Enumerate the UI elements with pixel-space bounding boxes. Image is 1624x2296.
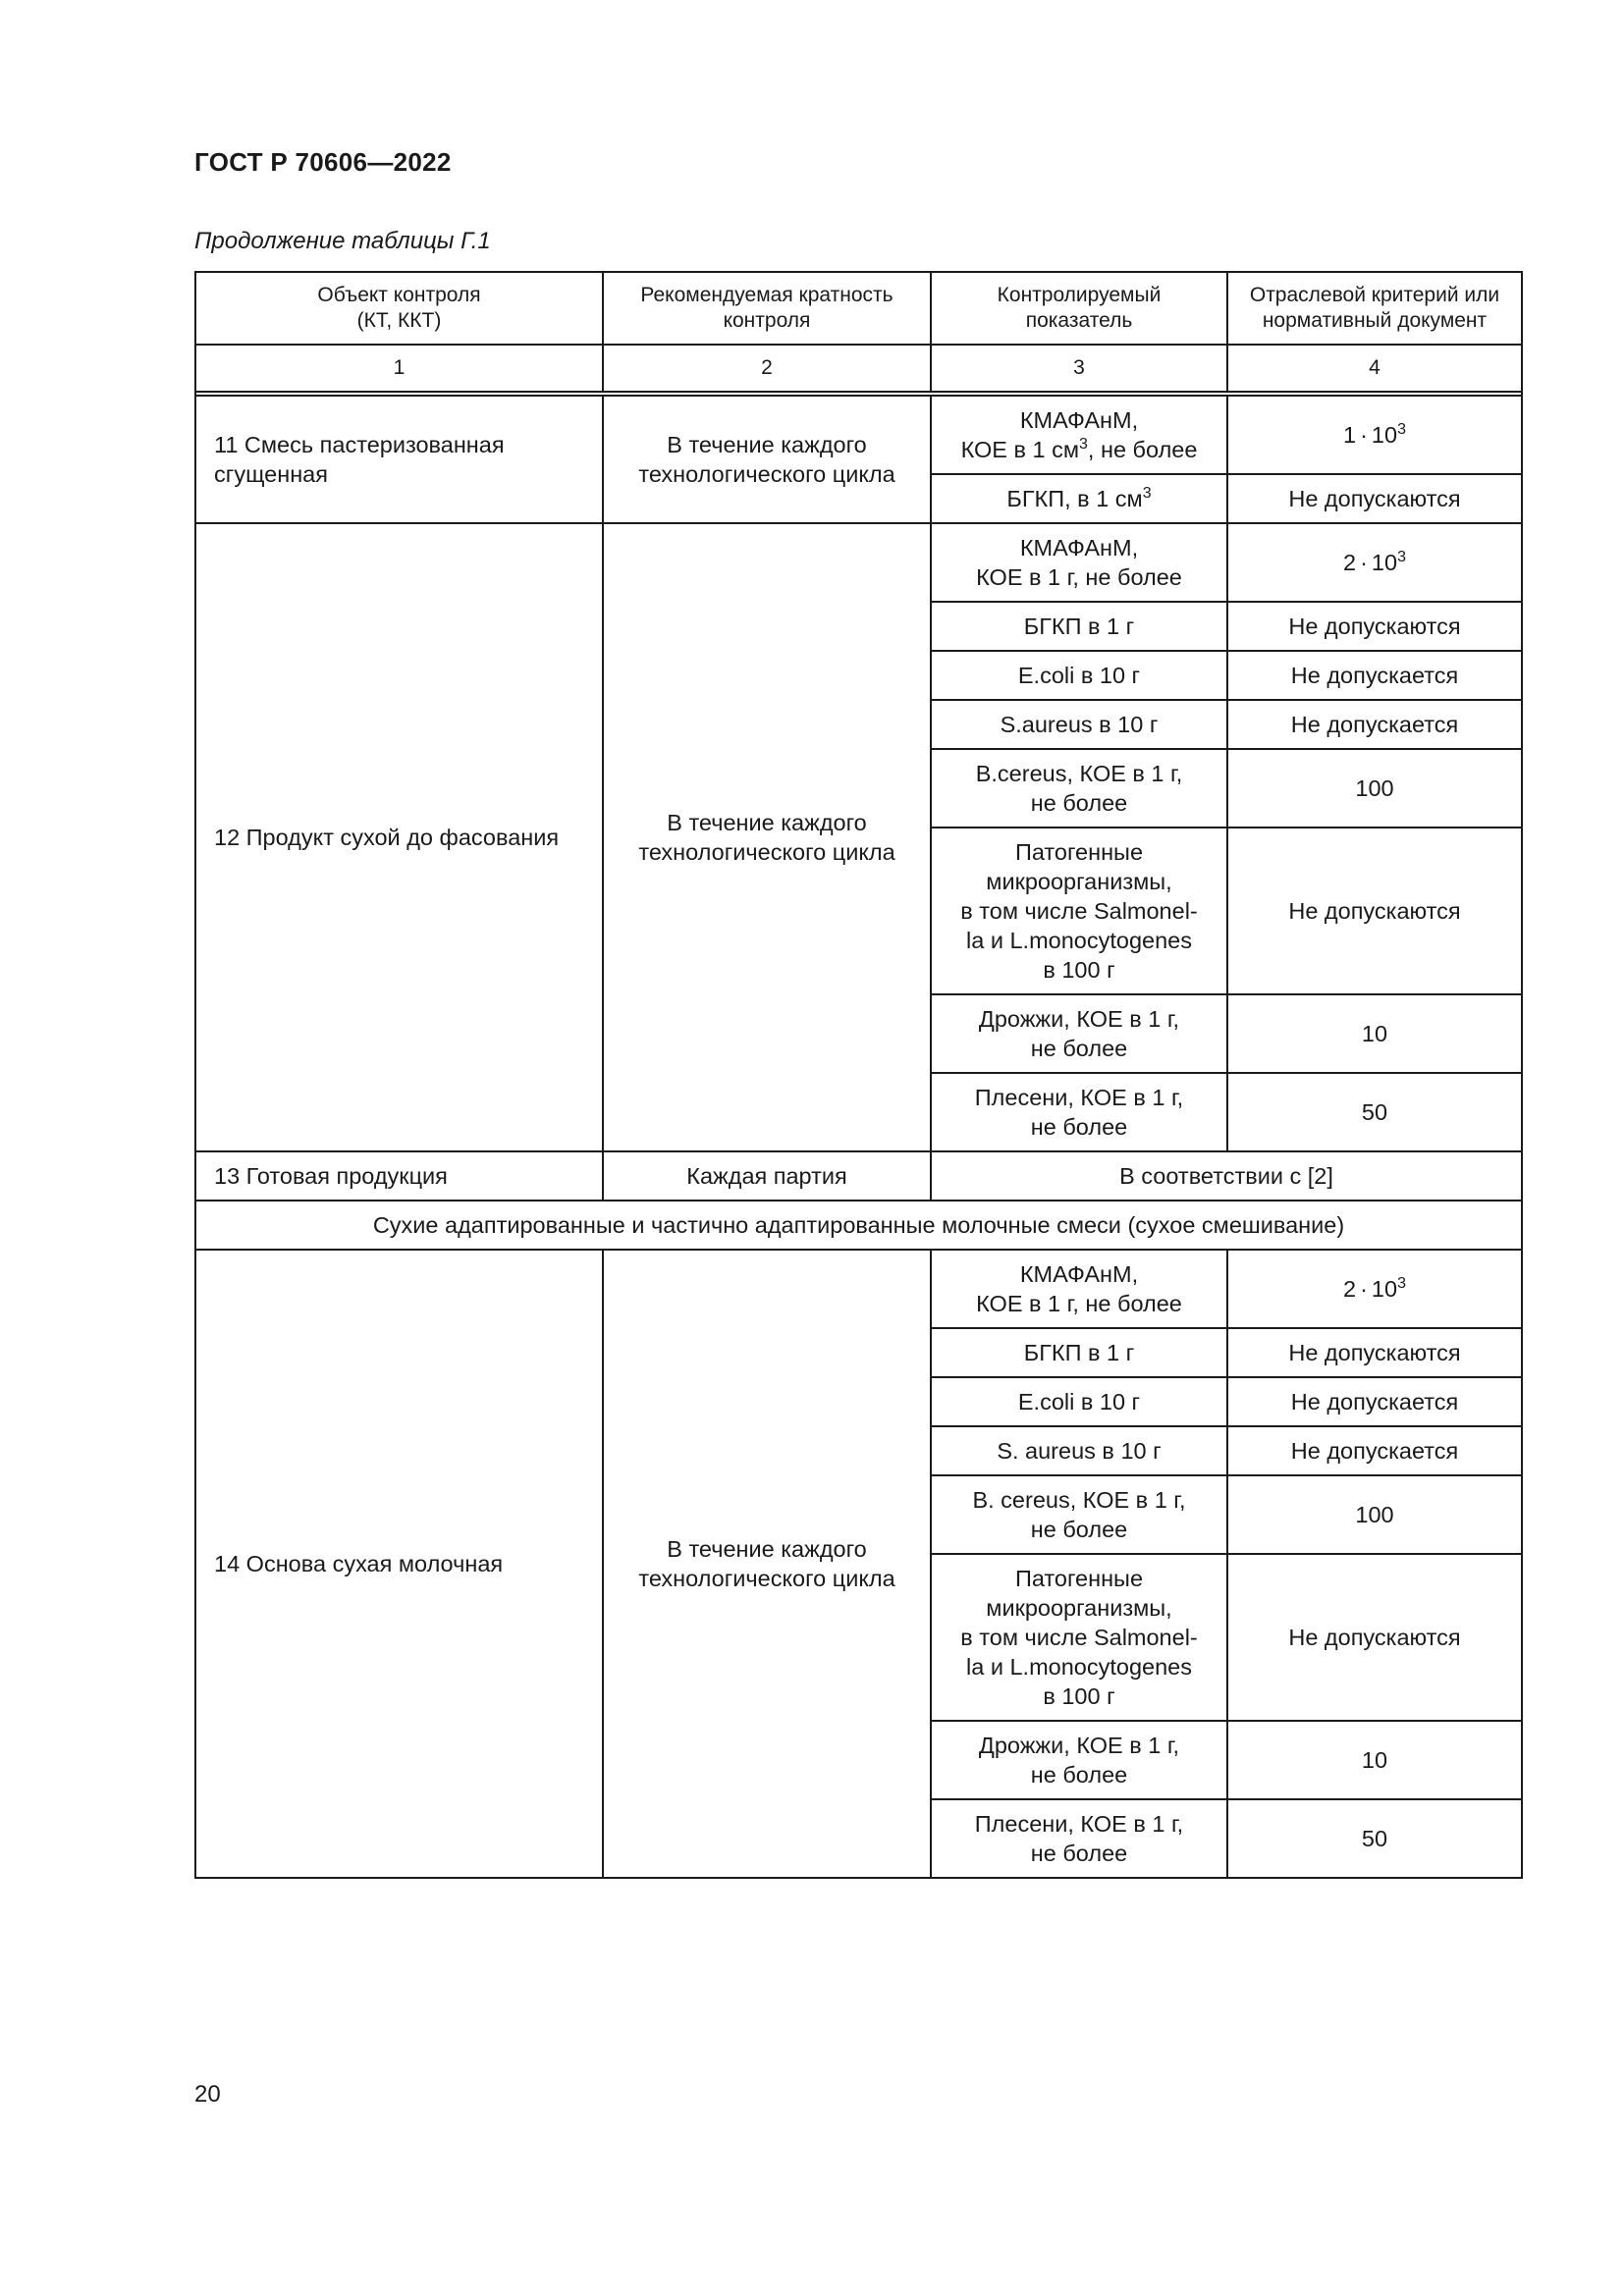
criterion-cell: 10 [1227,1721,1522,1799]
criterion-cell: 10 [1227,994,1522,1073]
table-row [195,396,1522,474]
indicator-cell: БГКП, в 1 $см^3$ [931,474,1227,523]
indicator-cell: БГКП в 1 г [931,1328,1227,1377]
column-header-indicator: Контролируемый показатель [931,272,1227,345]
criterion-cell: $2 \cdot 10^3$ [1227,523,1522,602]
criterion-cell: 100 [1227,749,1522,828]
criterion-cell: $1 \cdot 10^3$ [1227,396,1522,474]
section-title: Сухие адаптированные и частично адаптированные молочные смеси (сухое смешивание) [195,1201,1522,1250]
frequency-cell: В течение каждого технологического цикла [603,523,931,1151]
criterion-cell: Не допускаются [1227,474,1522,523]
indicator-cell: КМАФАнМ, КОЕ в 1 г, не более [931,1250,1227,1328]
document-header: ГОСТ Р 70606—2022 [194,147,452,177]
indicator-cell: КМАФАнМ, КОЕ в 1 г, не более [931,523,1227,602]
column-header-frequency: Рекомендуемая кратность контроля [603,272,931,345]
indicator-cell: B. cereus, КОЕ в 1 г, не более [931,1475,1227,1554]
indicator-cell: Плесени, КОЕ в 1 г, не более [931,1799,1227,1878]
table-row [195,523,1522,602]
criterion-cell: Не допускаются [1227,828,1522,994]
page-number: 20 [194,2081,221,2108]
criterion-cell: Не допускаются [1227,602,1522,651]
table-row [195,1151,1522,1201]
column-header-criterion: Отраслевой критерий или нормативный документ [1227,272,1522,345]
indicator-cell: Дрожжи, КОЕ в 1 г, не более [931,1721,1227,1799]
object-cell: 12 Продукт сухой до фасования [195,523,603,1151]
indicator-cell: E.coli в 10 г [931,1377,1227,1426]
table-caption: Продолжение таблицы Г.1 [194,228,491,254]
indicator-cell: Патогенные микроорганизмы, в том числе Salmonel- la и L.monocytogenes в 100 г [931,828,1227,994]
frequency-cell: В течение каждого технологического цикла [603,396,931,523]
criterion-cell: 50 [1227,1073,1522,1151]
criterion-cell: 100 [1227,1475,1522,1554]
frequency-cell: Каждая партия [603,1151,931,1201]
criterion-cell: Не допускается [1227,700,1522,749]
column-number-row [195,345,1522,392]
indicator-cell: Дрожжи, КОЕ в 1 г, не более [931,994,1227,1073]
indicator-cell: E.coli в 10 г [931,651,1227,700]
section-title-row [195,1201,1522,1250]
frequency-cell: В течение каждого технологического цикла [603,1250,931,1878]
criterion-cell: Не допускается [1227,1377,1522,1426]
indicator-cell: S.aureus в 10 г [931,700,1227,749]
object-cell: 11 Смесь пастеризованная сгущенная [195,396,603,523]
table-header-row [195,272,1522,345]
column-number: 4 [1227,345,1522,392]
criterion-cell: Не допускаются [1227,1554,1522,1721]
indicator-cell: B.cereus, КОЕ в 1 г, не более [931,749,1227,828]
column-header-object: Объект контроля (КТ, ККТ) [195,272,603,345]
indicator-cell: Патогенные микроорганизмы, в том числе Salmonel- la и L.monocytogenes в 100 г [931,1554,1227,1721]
object-cell: 13 Готовая продукция [195,1151,603,1201]
control-table [194,271,1523,1879]
indicator-cell: КМАФАнМ, КОЕ в 1 $см^3$, не более [931,396,1227,474]
criterion-cell: 50 [1227,1799,1522,1878]
indicator-cell: Плесени, КОЕ в 1 г, не более [931,1073,1227,1151]
column-number: 2 [603,345,931,392]
criterion-cell: Не допускаются [1227,1328,1522,1377]
criterion-cell: $2 \cdot 10^3$ [1227,1250,1522,1328]
table-row [195,1250,1522,1328]
criterion-cell: В соответствии с [2] [931,1151,1522,1201]
column-number: 1 [195,345,603,392]
column-number: 3 [931,345,1227,392]
indicator-cell: S. aureus в 10 г [931,1426,1227,1475]
criterion-cell: Не допускается [1227,651,1522,700]
criterion-cell: Не допускается [1227,1426,1522,1475]
indicator-cell: БГКП в 1 г [931,602,1227,651]
object-cell: 14 Основа сухая молочная [195,1250,603,1878]
